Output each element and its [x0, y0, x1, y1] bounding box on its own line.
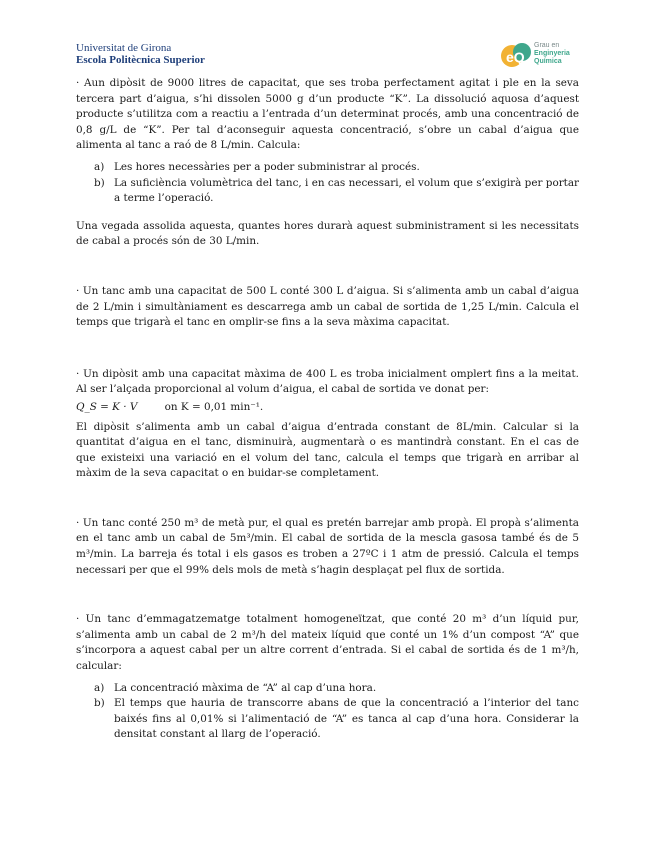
degree-logo	[500, 40, 580, 72]
logo-text-grau: Grau en	[534, 42, 560, 49]
problem-4	[76, 516, 579, 578]
problem-1	[76, 76, 579, 250]
problem-1-item-a	[76, 160, 579, 176]
problem-4-statement: · Un tanc conté 250 m³ de metà pur, el qual es pretén barrejar amb propà. El propà s’alimenta en el tanc amb un cabal de 5m³/min. El cabal de sortida de la mescla gasosa també és de 5 m³/min. La barreja és total i els gasos es troben a 27ºC i 1 atm de pressió. Calcula el temps necessari per que el 99% dels mols de metà s’hagin desplaçat pel flux de sortida.	[76, 516, 579, 576]
item-label: b)	[94, 697, 105, 710]
item-text: Les hores necessàries per a poder subministrar al procés.	[114, 160, 420, 173]
problem-1-statement: · Aun dipòsit de 9000 litres de capacitat, que ses troba perfectament agitat i ple en la seva tercera part d’aigua, s’hi dissolen 5000 g d’un producte “K”. La dissolució aquosa d’aquest producte s’utilitza com a reactiu a l’entrada d’un determinat procés, amb una concentració de 0,8 g/L de “K”. Per tal d’aconseguir aquesta concentració, s’obre un cabal d’aigua que alimenta al tanc a raó de 8 L/min. Calcula:	[76, 77, 579, 152]
university-name: Universitat de Girona	[76, 42, 172, 54]
formula-note: on K = 0,01 min⁻¹.	[164, 400, 264, 413]
problem-3	[76, 367, 579, 482]
formula-expression: Q_S = K · V	[76, 400, 138, 413]
logo-text-quimica: Química	[534, 58, 562, 65]
problem-3-statement: · Un dipòsit amb una capacitat màxima de 400 L es troba inicialment omplert fins a la meitat. Al ser l’alçada proporcional al volum d’aigua, el cabal de sortida ve donat per:	[76, 367, 579, 396]
logo-text-enginyeria: Enginyeria	[534, 50, 570, 57]
problem-3-body: El dipòsit s’alimenta amb un cabal d’aigua d’entrada constant de 8L/min. Calcular si la quantitat d’aigua en el tanc, disminuirà, augmentarà o es mantindrà constant. En el cas de que existeixi una variació en el volum del tanc, calcula el temps que trigarà en arribar al màxim de la seva capacitat o en buidar-se completament.	[76, 420, 579, 480]
problem-1-item-b	[76, 176, 579, 207]
outflow-formula	[76, 400, 579, 416]
problem-1-closing: Una vegada assolida aquesta, quantes hores durarà aquest subministrament si les necessitats de cabal a procés són de 30 L/min.	[76, 219, 579, 248]
school-name: Escola Politècnica Superior	[76, 54, 205, 66]
item-label: a)	[94, 160, 105, 173]
problem-2-statement: · Un tanc amb una capacitat de 500 L conté 300 L d’aigua. Si s’alimenta amb un cabal d’aigua de 2 L/min i simultàniament es descarrega amb un cabal de sortida de 1,25 L/min. Calcula el temps que trigarà el tanc en omplir-se fins a la seva màxima capacitat.	[76, 284, 579, 329]
problem-5-item-a	[76, 681, 579, 697]
item-label: a)	[94, 681, 105, 694]
problem-5-item-b	[76, 696, 579, 743]
svg-text:eQ: eQ	[506, 49, 525, 65]
eq-logo-icon	[500, 40, 532, 70]
item-label: b)	[94, 176, 105, 189]
problem-2	[76, 284, 579, 331]
item-text: El temps que hauria de transcorre abans de que la concentració a l’interior del tanc baixés fins al 0,01% si l’alimentació de “A” es tanca al cap d’una hora. Considerar la densitat constant al llarg de l’operació.	[114, 697, 579, 741]
problem-5-statement: · Un tanc d’emmagatzematge totalment homogeneïtzat, que conté 20 m³ d’un líquid pur, s’alimenta amb un cabal de 2 m³/h del mateix líquid que conté un 1% d’un compost “A” que s’incorpora a aquest cabal per un altre corrent d’entrada. Si el cabal de sortida és de 1 m³/h, calcular:	[76, 613, 579, 673]
problem-5	[76, 612, 579, 743]
institution-header	[76, 42, 205, 66]
item-text: La suficiència volumètrica del tanc, i en cas necessari, el volum que s’exigirà per portar a terme l’operació.	[114, 176, 579, 205]
exercise-list	[76, 76, 579, 743]
item-text: La concentració màxima de “A” al cap d’una hora.	[114, 681, 377, 694]
